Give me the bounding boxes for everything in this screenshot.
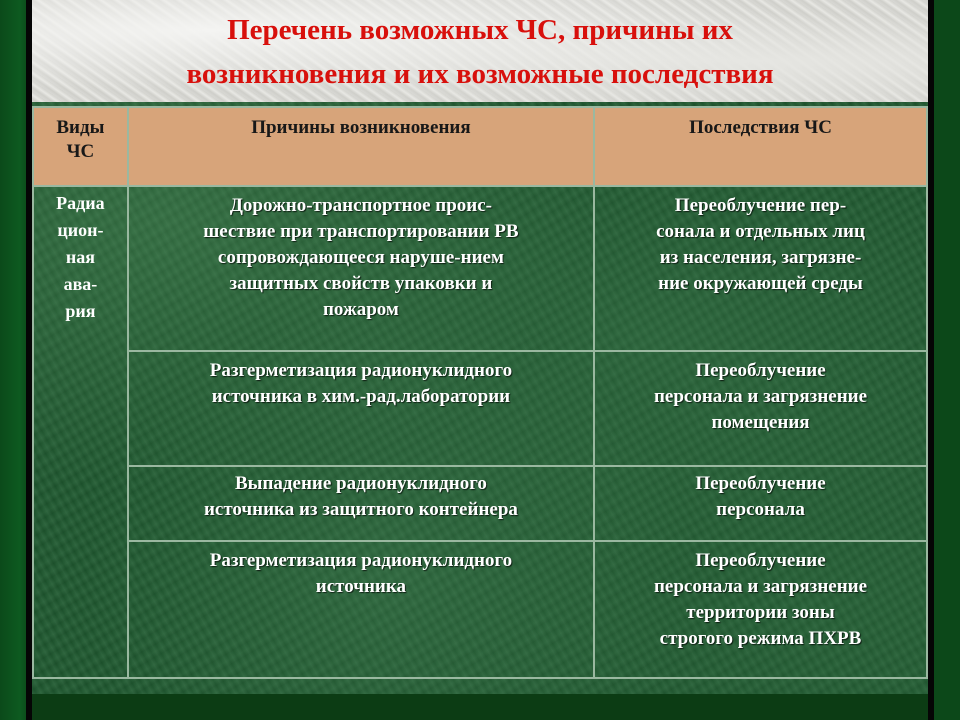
cause-line: источника из защитного контейнера bbox=[203, 499, 518, 520]
cause-cell bbox=[128, 466, 594, 541]
cause-cell bbox=[128, 541, 594, 678]
effect-line: из населения, загрязне- bbox=[659, 247, 862, 268]
cause-line: источника в хим.-рад.лаборатории bbox=[211, 386, 511, 407]
table-row bbox=[33, 541, 927, 678]
kind-line: ная bbox=[65, 247, 95, 267]
effect-line: сонала и отдельных лиц bbox=[656, 221, 865, 242]
slide-title bbox=[32, 8, 928, 100]
effect-line: персонала и загрязнение bbox=[653, 576, 868, 597]
kind-line: рия bbox=[65, 301, 96, 321]
cause-line: пожаром bbox=[322, 299, 399, 320]
cause-line: Выпадение радионуклидного bbox=[234, 473, 487, 494]
title-line-1: Перечень возможных ЧС, причины их bbox=[227, 14, 733, 46]
kind-line: Радиа bbox=[56, 193, 105, 213]
effect-line: Переоблучение bbox=[695, 360, 826, 381]
cause-line: шествие при транспортировании РВ bbox=[203, 221, 519, 242]
kind-line: ава- bbox=[63, 274, 98, 294]
header-kind-line: Виды bbox=[56, 117, 105, 138]
cause-line: источника bbox=[315, 576, 407, 597]
title-line-2: возникновения и их возможные последствия bbox=[186, 58, 774, 90]
header-cause: Причины возникновения bbox=[128, 107, 594, 186]
effect-cell bbox=[594, 351, 927, 466]
cause-line: Разгерметизация радионуклидного bbox=[209, 360, 513, 381]
cause-line: Разгерметизация радионуклидного bbox=[209, 550, 513, 571]
table-header-row bbox=[33, 107, 927, 186]
header-kind-line: ЧС bbox=[66, 141, 95, 162]
kind-line: цион- bbox=[57, 220, 104, 240]
effect-line: строгого режима ПХРВ bbox=[659, 628, 862, 649]
effect-cell bbox=[594, 186, 927, 351]
kind-cell bbox=[33, 186, 128, 678]
cause-line: Дорожно-транспортное проис- bbox=[229, 195, 493, 216]
effect-line: территории зоны bbox=[686, 602, 835, 623]
effect-line: персонала bbox=[716, 499, 805, 520]
table-row bbox=[33, 186, 927, 351]
effect-line: Переоблучение bbox=[695, 550, 826, 571]
emergency-table bbox=[32, 106, 928, 679]
cause-line: защитных свойств упаковки и bbox=[229, 273, 493, 294]
effect-cell bbox=[594, 541, 927, 678]
effect-line: ние окружающей среды bbox=[658, 273, 863, 294]
table-row bbox=[33, 351, 927, 466]
cause-line: сопровождающееся наруше-нием bbox=[217, 247, 504, 268]
bottom-border bbox=[32, 694, 928, 720]
effect-line: Переоблучение пер- bbox=[674, 195, 847, 216]
effect-line: помещения bbox=[711, 412, 810, 433]
effect-line: персонала и загрязнение bbox=[653, 386, 868, 407]
effect-cell bbox=[594, 466, 927, 541]
cause-cell bbox=[128, 186, 594, 351]
header-effect: Последствия ЧС bbox=[594, 107, 927, 186]
cause-cell bbox=[128, 351, 594, 466]
effect-line: Переоблучение bbox=[695, 473, 826, 494]
table-row bbox=[33, 466, 927, 541]
header-kind bbox=[33, 107, 128, 186]
